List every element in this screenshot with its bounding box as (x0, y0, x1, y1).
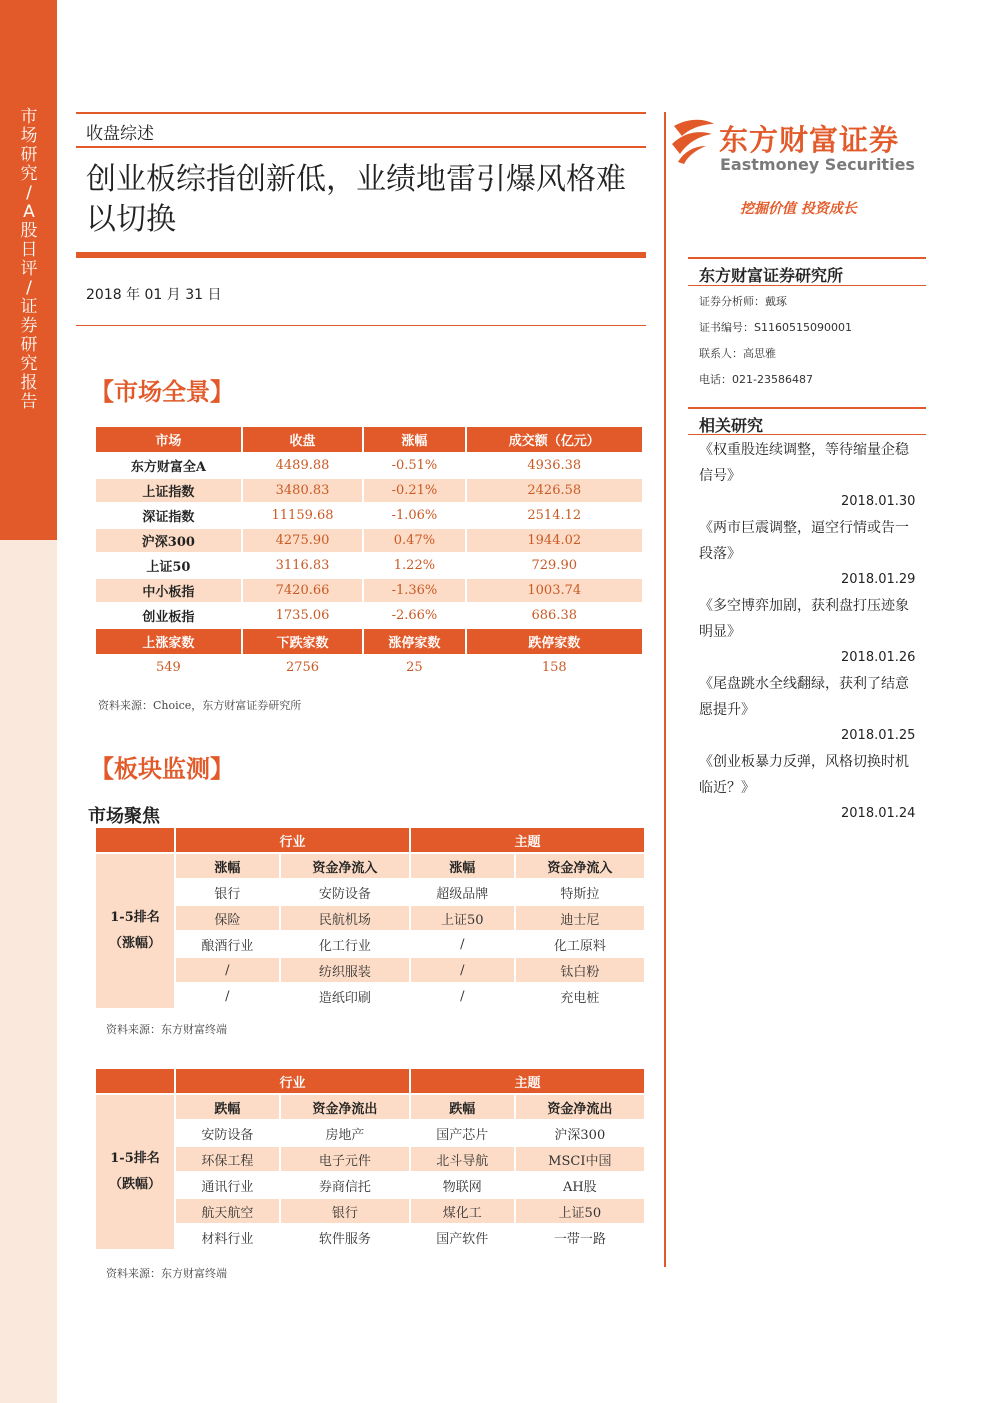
close-value: 3480.83 (243, 479, 363, 502)
institute-bottom-rule (688, 285, 926, 286)
gain-table-source: 资料来源：东方财富终端 (106, 1023, 227, 1036)
count-value: 2756 (285, 660, 320, 675)
turnover-value: 686.38 (531, 608, 578, 623)
brand-name-en: Eastmoney Securities (720, 155, 915, 174)
column-header-row (96, 1095, 644, 1119)
table-cell: MSCI中国 (516, 1147, 644, 1171)
change-value: 1.22% (393, 558, 436, 573)
related-report-date: 2018.01.30 (841, 494, 916, 509)
corner-cell (96, 1069, 174, 1093)
table-cell: / (460, 988, 465, 1004)
close-value: 3116.83 (275, 558, 330, 573)
table-cell: 酿酒行业 (201, 938, 254, 954)
brand-slogan: 挖掘价值 投资成长 (740, 201, 857, 217)
table-row (96, 579, 642, 602)
column-header: 资金净流入 (281, 854, 409, 878)
index-name: 中小板指 (96, 579, 241, 602)
count-value: 549 (155, 660, 181, 675)
change-value: -0.21% (364, 479, 464, 502)
table-cell: 物联网 (442, 1179, 482, 1195)
phone-info: 电话：021-23586487 (699, 373, 813, 386)
count-header-row (96, 629, 642, 654)
table-row (96, 1173, 644, 1197)
table-row (96, 1147, 644, 1171)
section-label: 收盘综述 (86, 124, 154, 144)
table-cell: / (176, 958, 279, 982)
table-row (96, 932, 644, 956)
column-header: 跌停家数 (467, 629, 642, 654)
index-name: 沪深300 (96, 529, 241, 552)
index-name: 创业板指 (142, 610, 195, 625)
sector-section-heading: 【板块监测】 (90, 754, 234, 783)
table-cell: 软件服务 (318, 1231, 371, 1247)
column-header: 上涨家数 (96, 629, 241, 654)
rank-label-line: （跌幅） (108, 1177, 161, 1192)
table-cell: 钛白粉 (516, 958, 644, 982)
column-header: 市场 (96, 427, 241, 452)
table-cell: 材料行业 (201, 1231, 254, 1247)
brand-name: 东方财富证券 (719, 123, 900, 157)
market-table (94, 425, 644, 681)
table-cell: 航天航空 (176, 1199, 279, 1223)
table-cell: 国产芯片 (436, 1127, 489, 1143)
table-cell: 保险 (176, 906, 279, 930)
report-date: 2018 年 01 月 31 日 (86, 287, 222, 303)
table-row (96, 880, 644, 904)
page-title: 创业板综指创新低，业绩地雷引爆风格难以切换 (86, 162, 626, 237)
table-cell: 超级品牌 (436, 886, 489, 902)
table-row (96, 1199, 644, 1223)
brand-logo-icon (670, 114, 716, 166)
gain-table (94, 826, 646, 1010)
table-cell: / (411, 958, 514, 982)
section-rule (76, 146, 646, 148)
column-divider (664, 112, 666, 1267)
table-cell: 电子元件 (281, 1147, 409, 1171)
index-name: 上证50 (146, 560, 191, 575)
table-cell: / (460, 936, 465, 952)
date-rule (76, 325, 646, 326)
change-value: -2.66% (391, 608, 438, 623)
close-value: 7420.66 (243, 579, 363, 602)
table-row (96, 554, 642, 577)
rank-label-line: 1-5排名 (110, 910, 160, 925)
related-top-rule (688, 407, 926, 409)
table-cell: 安防设备 (318, 886, 371, 902)
column-header: 下跌家数 (243, 629, 363, 654)
column-header: 资金净流出 (281, 1095, 409, 1119)
table-cell: 银行 (214, 886, 241, 902)
institute-name: 东方财富证券研究所 (699, 266, 844, 285)
table-cell: 化工行业 (318, 938, 371, 954)
index-name: 深证指数 (142, 510, 195, 525)
group-header-row (96, 1069, 644, 1093)
contact-info: 联系人：高思雅 (699, 347, 776, 360)
change-value: 0.47% (364, 529, 464, 552)
turnover-value: 729.90 (531, 558, 578, 573)
close-value: 1735.06 (275, 608, 330, 623)
column-header: 涨幅 (364, 427, 464, 452)
group-header-row (96, 828, 644, 852)
related-report-date: 2018.01.29 (841, 572, 916, 587)
related-report-title[interactable]: 《两市巨震调整，逼空行情或告一段落》 (699, 520, 909, 562)
column-header: 涨停家数 (364, 629, 464, 654)
change-value: -0.51% (391, 458, 438, 473)
close-value: 4275.90 (243, 529, 363, 552)
rank-label-line: 1-5排名 (110, 1151, 160, 1166)
analyst-info: 证券分析师：戴琢 (699, 295, 787, 308)
table-cell: 北斗导航 (411, 1147, 514, 1171)
column-header: 涨幅 (176, 854, 279, 878)
related-report-title[interactable]: 《权重股连续调整，等待缩量企稳信号》 (699, 442, 909, 484)
table-cell: 银行 (281, 1199, 409, 1223)
table-row (96, 984, 644, 1008)
table-row (96, 1121, 644, 1145)
institute-top-rule (688, 257, 926, 259)
column-header-row (96, 854, 644, 878)
table-cell: 造纸印刷 (318, 990, 371, 1006)
table-cell: 上证50 (411, 906, 514, 930)
index-name: 上证指数 (96, 479, 241, 502)
related-heading: 相关研究 (699, 416, 764, 435)
table-row (96, 1225, 644, 1249)
turnover-value: 2426.58 (467, 479, 642, 502)
count-value: 25 (406, 660, 423, 675)
rank-label-line: （涨幅） (108, 936, 161, 951)
turnover-value: 1003.74 (467, 579, 642, 602)
table-row (96, 604, 642, 627)
related-report-date: 2018.01.24 (841, 806, 916, 821)
related-report-title[interactable]: 《尾盘跳水全线翻绿，获利了结意愿提升》 (699, 676, 909, 718)
market-section-heading: 【市场全景】 (90, 377, 234, 406)
header-top-rule (76, 112, 646, 114)
sector-subheading: 市场聚焦 (88, 806, 160, 827)
cert-info: 证书编号：S1160515090001 (699, 321, 852, 334)
turnover-value: 2514.12 (527, 508, 582, 523)
group-header: 主题 (411, 828, 644, 852)
table-cell: / (225, 988, 230, 1004)
sidebar-vertical-text: 市场研究 / A股日评 / 证券研究报告 (20, 107, 38, 412)
table-row (96, 906, 644, 930)
rank-label (96, 854, 174, 1008)
title-rule (76, 252, 646, 258)
count-row (96, 656, 642, 679)
column-header: 资金净流出 (516, 1095, 644, 1119)
table-cell: 煤化工 (411, 1199, 514, 1223)
table-cell: 安防设备 (201, 1127, 254, 1143)
table-cell: 特斯拉 (560, 886, 600, 902)
table-cell: 纺织服装 (281, 958, 409, 982)
group-header: 行业 (176, 828, 409, 852)
table-row (96, 504, 642, 527)
table-row (96, 529, 642, 552)
table-cell: 迪士尼 (516, 906, 644, 930)
table-cell: 环保工程 (176, 1147, 279, 1171)
close-value: 11159.68 (271, 508, 334, 523)
group-header: 行业 (176, 1069, 409, 1093)
related-report-date: 2018.01.26 (841, 650, 916, 665)
market-source: 资料来源：Choice，东方财富证券研究所 (98, 699, 302, 712)
change-value: -1.06% (391, 508, 438, 523)
column-header: 涨幅 (411, 854, 514, 878)
related-bottom-rule (688, 434, 926, 435)
column-header: 资金净流入 (516, 854, 644, 878)
table-cell: 国产软件 (436, 1231, 489, 1247)
related-report-title[interactable]: 《多空博弈加剧，获利盘打压迹象明显》 (699, 598, 909, 640)
table-cell: 民航机场 (281, 906, 409, 930)
related-report-title[interactable]: 《创业板暴力反弹，风格切换时机临近？》 (699, 754, 909, 796)
index-name: 东方财富全A (130, 460, 206, 475)
column-header: 跌幅 (411, 1095, 514, 1119)
column-header: 成交额（亿元） (467, 427, 642, 452)
loss-table (94, 1067, 646, 1251)
corner-cell (96, 828, 174, 852)
change-value: -1.36% (364, 579, 464, 602)
group-header: 主题 (411, 1069, 644, 1093)
close-value: 4489.88 (275, 458, 330, 473)
count-value: 158 (541, 660, 567, 675)
table-cell: 充电桩 (560, 990, 600, 1006)
rank-label (96, 1095, 174, 1249)
left-sidebar (0, 0, 57, 1403)
column-header: 收盘 (243, 427, 363, 452)
table-cell: 一带一路 (553, 1231, 606, 1247)
table-cell: 沪深300 (554, 1127, 606, 1143)
table-cell: 房地产 (325, 1127, 365, 1143)
turnover-value: 4936.38 (527, 458, 582, 473)
table-cell: 券商信托 (318, 1179, 371, 1195)
table-cell: 化工原料 (553, 938, 606, 954)
table-cell: AH股 (562, 1179, 597, 1195)
related-report-date: 2018.01.25 (841, 728, 916, 743)
market-table-header (96, 427, 642, 452)
table-row (96, 958, 644, 982)
table-cell: 通讯行业 (201, 1179, 254, 1195)
table-row (96, 479, 642, 502)
table-cell: 上证50 (516, 1199, 644, 1223)
table-row (96, 454, 642, 477)
loss-table-source: 资料来源：东方财富终端 (106, 1267, 227, 1280)
column-header: 跌幅 (176, 1095, 279, 1119)
turnover-value: 1944.02 (467, 529, 642, 552)
